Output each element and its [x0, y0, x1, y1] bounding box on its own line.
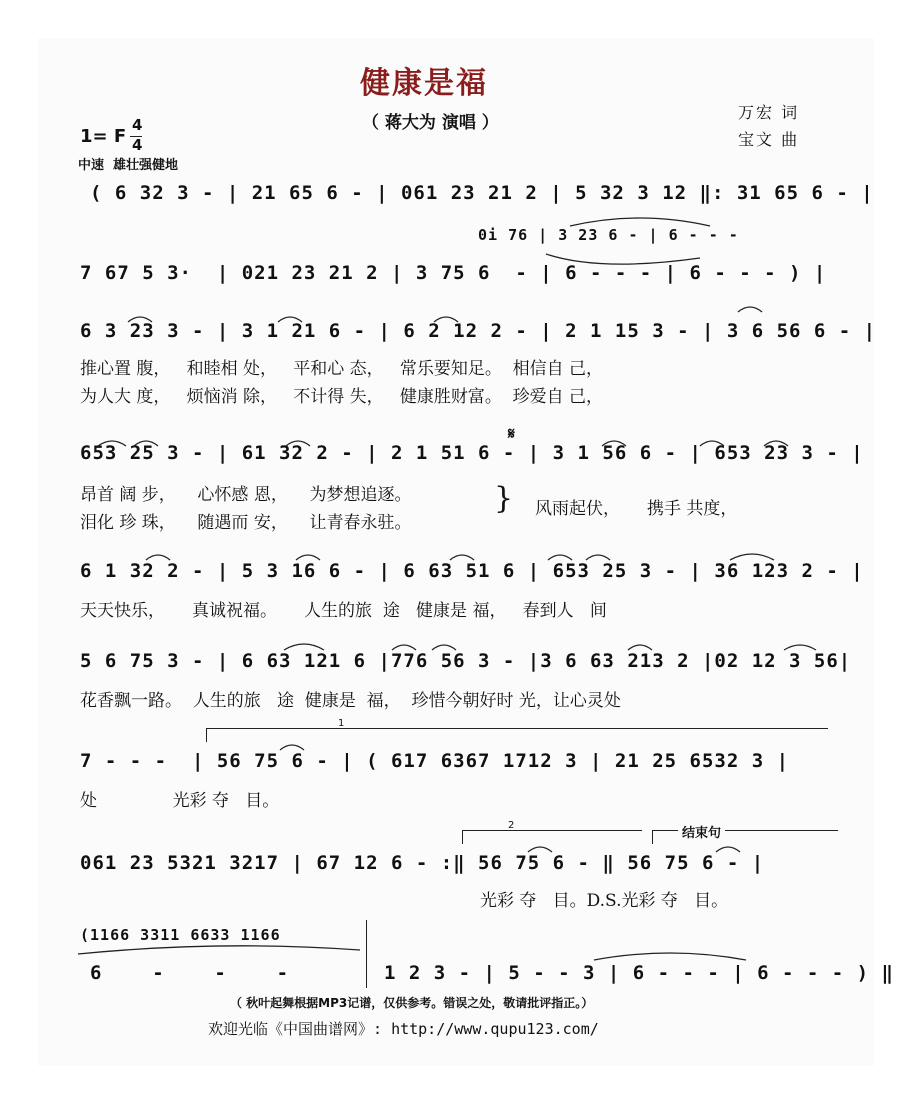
score-row-9-right: 1 2 3 - | 5 - - 3 | 6 - - - | 6 - - - ) ‖: [384, 962, 894, 984]
tempo-marking: 中速 雄壮强健地: [78, 158, 179, 173]
time-signature-bottom: 4: [132, 136, 143, 154]
segno-sign: 𝄋: [508, 424, 515, 443]
transcriber-note: （ 秋叶起舞根据MP3记谱，仅供参考。错误之处，敬请批评指正。）: [230, 996, 594, 1010]
lyrics-row-4-verse-2: 泪化 珍 珠， 随遇而 安， 让青春永驻。: [80, 513, 412, 533]
lyrics-row-4-verse-1: 昂首 阔 步， 心怀感 恩， 为梦想追逐。: [80, 485, 412, 505]
score-row-9-lower: 6 - - -: [90, 962, 290, 984]
score-row-8: 061 23 5321 3217 | 67 12 6 - :‖ 56 75 6 - ‖ 56 75 6 - |: [80, 852, 765, 874]
score-row-2: 7 67 5 3· | 021 23 21 2 | 3 75 6 - | 6 - - - | 6 - - - ) |: [80, 262, 827, 284]
ending-label: 结束句: [678, 822, 725, 841]
score-row-3: 6 3 23 3 - | 3 1 21 6 - | 6 2 12 2 - | 2 1 15 3 - | 3 6 56 6 - |: [80, 320, 877, 342]
score-row-4: 653 25 3 - | 61 32 2 - | 2 1 51 6 - | 3 1 56 6 - | 653 23 3 - |: [80, 442, 864, 464]
song-title: 健康是福: [360, 66, 488, 101]
score-row-7: 7 - - - | 56 75 6 - | ( 617 6367 1712 3 | 21 25 6532 3 |: [80, 750, 790, 772]
performer-line: （ 蒋大为 演唱 ）: [362, 113, 499, 133]
verse-brace: }: [494, 481, 514, 516]
score-row-1-alternate: 0i 76 | 3 23 6 - | 6 - - -: [478, 226, 739, 244]
lyrics-row-8: 光彩 夺 目。D.S.光彩 夺 目。: [480, 891, 729, 911]
lyrics-row-5: 天天快乐， 真诚祝福。 人生的旅 途 健康是 福， 春到人 间: [80, 601, 607, 621]
lyrics-row-3-verse-2: 为人大 度， 烦恼消 除， 不计得 失， 健康胜财富。 珍爱自 己，: [80, 387, 604, 407]
website-line: 欢迎光临《中国曲谱网》: http://www.qupu123.com/: [208, 1020, 599, 1038]
time-signature-top: 4: [132, 116, 143, 134]
composer-credit: 宝文 曲: [738, 130, 800, 149]
score-row-1: ( 6 32 3 - | 21 65 6 - | 061 23 21 2 | 5 32 3 12 ‖: 31 65 6 - |: [90, 182, 874, 204]
lyrics-row-6: 花香飘一路。 人生的旅 途 健康是 福， 珍惜今朝好时 光，让心灵处: [80, 691, 621, 711]
volta-2-label: 2: [508, 820, 515, 831]
lyrics-row-7: 处 光彩 夺 目。: [80, 791, 280, 811]
score-row-9-upper: (1166 3311 6633 1166: [80, 926, 281, 944]
score-row-6: 5 6 75 3 - | 6 63 121 6 |776 56 3 - |3 6 63 213 2 |02 12 3 56|: [80, 650, 852, 672]
score-row-5: 6 1 32 2 - | 5 3 16 6 - | 6 63 51 6 | 653 25 3 - | 36 123 2 - |: [80, 560, 864, 582]
lyrics-row-4-shared: 风雨起伏， 携手 共度，: [535, 499, 738, 519]
key-signature: 1= F: [80, 126, 127, 147]
lyricist-credit: 万宏 词: [738, 103, 800, 122]
lyrics-row-3-verse-1: 推心置 腹， 和睦相 处， 平和心 态， 常乐要知足。 相信自 己，: [80, 359, 604, 379]
volta-1-label: 1: [338, 718, 345, 729]
